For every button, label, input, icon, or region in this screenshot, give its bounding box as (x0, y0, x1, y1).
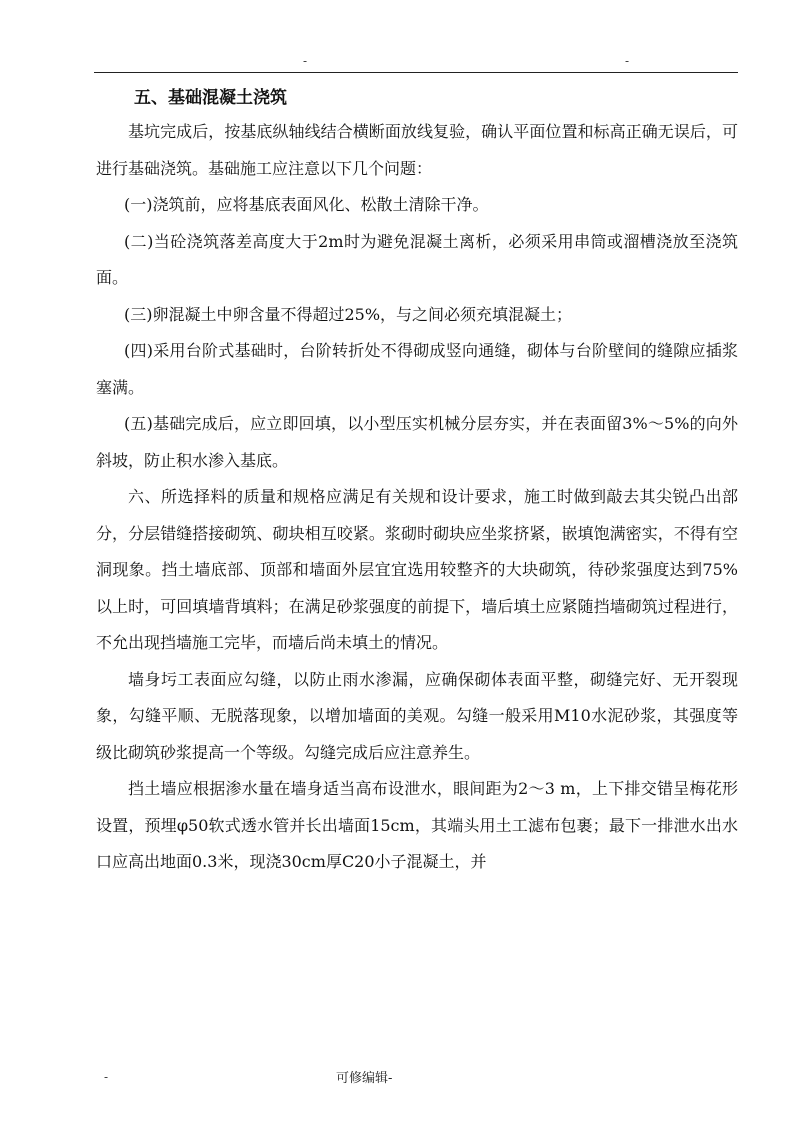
paragraph: (五)基础完成后，应立即回填，以小型压实机械分层夯实，并在表面留3%～5%的向外斜坡，防止积水渗入基底。 (96, 414, 738, 470)
section-heading: 五、基础混凝土浇筑 (134, 88, 287, 108)
paragraph: (二)当砼浇筑落差高度大于2m时为避免混凝土离析，必须采用串筒或溜槽浇放至浇筑面。 (96, 231, 738, 287)
paragraph: (三)卵混凝土中卵含量不得超过25%，与之间必须充填混凝土； (124, 304, 573, 324)
header-rule (94, 72, 738, 73)
paragraph: (一)浇筑前，应将基底表面风化、松散土清除干净。 (124, 195, 489, 214)
paragraph: 挡土墙应根据渗水量在墙身适当高布设泄水，眼间距为2～3 m，上下排交错呈梅花形设置，预埋φ50软式透水管并长出墙面15cm，其端头用土工滤布包裹；最下一排泄水出水口应高出地面0.3米，现浇30cm厚C20小子混凝土，并 (96, 779, 738, 871)
header-mark-left: - (303, 54, 308, 68)
footer-text: 可修编辑- (336, 1071, 393, 1086)
paragraph: 六、所选择料的质量和规格应满足有关规和设计要求，施工时做到敲去其尖锐凸出部分，分层错缝搭接砌筑、砌块相互咬紧。浆砌时砌块应坐浆挤紧，嵌填饱满密实，不得有空洞现象。挡土墙底部、顶部和墙面外层宜宜选用较整齐的大块砌筑，待砂浆强度达到75%以上时，可回填墙背填料；在满足砂浆强度的前提下，墙后填土应紧随挡墙砌筑过程进行，不允出现挡墙施工完毕，而墙后尚未填土的情况。 (96, 487, 738, 652)
paragraph: (四)采用台阶式基础时，台阶转折处不得砌成竖向通缝，砌体与台阶壁间的缝隙应插浆塞满。 (96, 341, 738, 397)
header-mark-right: - (625, 54, 630, 68)
paragraph: 墙身圬工表面应勾缝，以防止雨水渗漏，应确保砌体表面平整，砌缝完好、无开裂现象，勾缝平顺、无脱落现象，以增加墙面的美观。勾缝一般采用M10水泥砂浆，其强度等级比砌筑砂浆提高一个等级。勾缝完成后应注意养生。 (96, 669, 738, 762)
footer-mark-left: - (104, 1070, 109, 1084)
paragraph: 基坑完成后，按基底纵轴线结合横断面放线复验，确认平面位置和标高正确无误后，可进行基础浇筑。基础施工应注意以下几个问题： (96, 122, 738, 178)
document-body (96, 80, 738, 881)
